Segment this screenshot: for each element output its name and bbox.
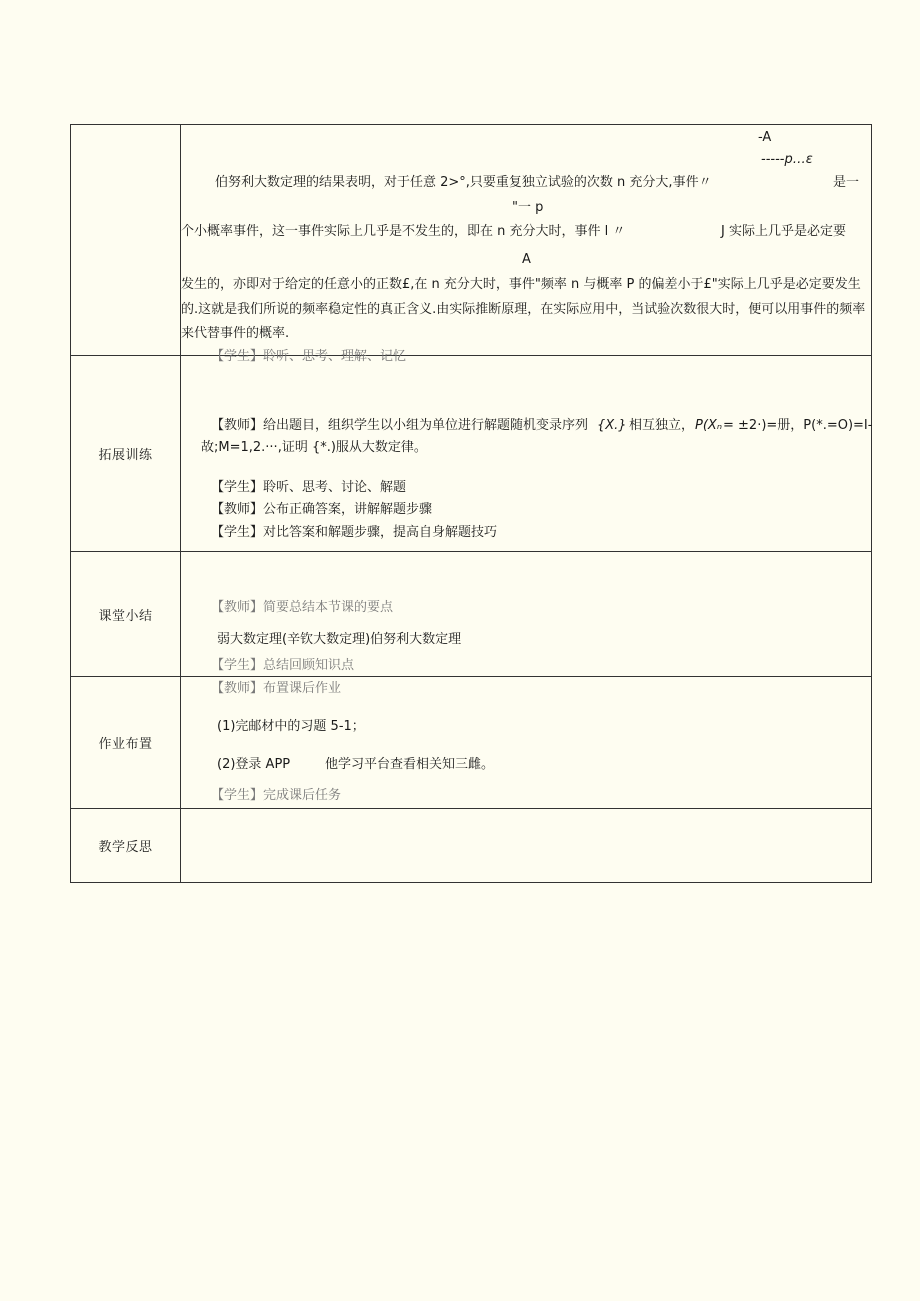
homework-teacher: 【教师】布置课后作业 [211,681,342,696]
homework-item-1: (1)完邮材中的习题 5-1； [217,719,365,734]
row-label-extension: 拓展训练 [71,356,181,552]
sequence-symbol: {X.} [597,418,627,433]
paragraph-line-1-end: 是一 [833,175,860,190]
paragraph-line-4: 的.这就是我们所说的频率稳定性的真正含义.由实际推断原理，在实际应用中，当试验次数很大时，便可以用事件的频率 [181,302,866,317]
summary-theorems: 弱大数定理(辛钦大数定理)伯努利大数定理 [217,632,462,647]
lesson-plan-table [70,124,872,883]
summary-teacher: 【教师】简要总结本节课的要点 [211,600,394,615]
row-reflection [71,809,872,883]
teacher-task-probability: = ±2·)=册，P(*.=O)=I- [723,418,873,433]
extension-content [181,356,872,552]
teacher-activity-2: 【教师】公布正确答案，讲解解题步骤 [211,502,433,517]
paragraph-line-1: 伯努利大数定理的结果表明，对于任意 2>°,只要重复独立试验的次数 n 充分大,事件〃 [215,175,712,190]
summary-content [181,552,872,677]
paragraph-line-2-end: J 实际上几乎是必定要 [721,224,846,239]
row-extension-training [71,356,872,552]
probability-symbol: P(Xₙ [695,418,723,433]
row-label-summary: 课堂小结 [71,552,181,677]
student-activity-1: 【学生】聆听、思考、讨论、解题 [211,480,407,495]
teacher-task-independent: 相互独立， [629,418,695,433]
row-theory [71,125,872,356]
homework-content [181,677,872,809]
homework-item-2-start: (2)登录 APP [217,757,291,772]
paragraph-line-3: 发生的，亦即对于给定的任意小的正数£,在 n 充分大时，事件"频率 n 与概率 P 的偏差小于£"实际上几乎是必定要发生 [181,277,861,292]
teacher-task-line-1: 【教师】给出题目，组织学生以小组为单位进行解题随机变录序列 [211,418,589,433]
theory-content [181,125,872,364]
summary-student: 【学生】总结回顾知识点 [211,658,355,673]
homework-student: 【学生】完成课后任务 [211,788,342,803]
row-label-theory [71,125,181,356]
row-label-reflection: 教学反思 [71,809,181,883]
formula-top: -A [758,130,772,145]
reflection-text [181,809,871,882]
formula-sub: -----p…ε [761,152,813,167]
clipped-student-line: 【学生】聆听、思考、理解、记忆 [211,349,407,364]
homework-item-2-end: 他学习平台查看相关知三雌。 [325,757,495,772]
teacher-task-line-2: 故;M=1,2.···,证明 {*.)服从大数定律。 [201,440,427,455]
student-activity-2: 【学生】对比答案和解题步骤，提高自身解题技巧 [211,525,498,540]
paragraph-line-5: 来代替事件的概率. [181,326,290,341]
row-homework [71,677,872,809]
formula-a: A [522,252,531,267]
row-label-homework: 作业布置 [71,677,181,809]
paragraph-line-2: 个小概率事件，这一事件实际上几乎是不发生的，即在 n 充分大时，事件 l 〃 [181,224,626,239]
row-class-summary [71,552,872,677]
reflection-content [181,809,872,883]
formula-mid: "一 p [512,200,544,215]
